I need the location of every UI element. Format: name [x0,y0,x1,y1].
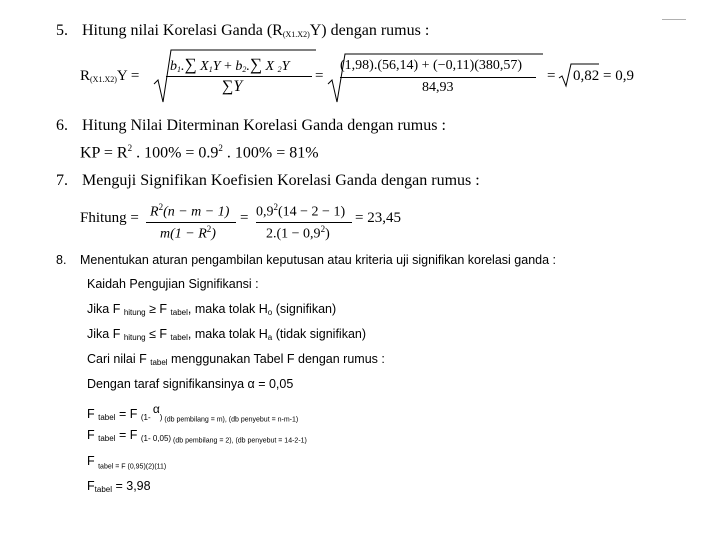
page-corner-mark [662,19,686,20]
formula-7-numerator-2: $0,9^2(14 - 2 - 1)$ [256,202,346,220]
formula-5-fraction-bar-2 [340,77,536,78]
formula-5-lhs: $R_{(X1.X2)}Y$ = [80,68,140,84]
formula-7-label: Fhitung = [80,210,139,226]
rule-ftabel-substituted: F $_{tabel}$ = F $_{(1- 0,05)}$ $_{(db pembilang = 2), (db penyebut = 14-2-1)}$ [87,428,307,445]
rule-jika-hitung-le: Jika F $_{hitung}$ ≤ F $_{tabel}$, maka tolak $H_a$ (tidak signifikan) [87,327,367,342]
item-5-heading: 5. Hitung nilai Korelasi Ganda $(R_{(X1.X2)}Y)$ dengan rumus : [56,22,430,39]
item-7-heading: 7. Menguji Signifikan Koefisien Korelasi Ganda dengan rumus : [56,172,480,189]
formula-7-denominator-1: $m(1 - R^2)$ [160,224,216,242]
formula-7-fraction-bar-1 [146,222,236,223]
formula-5-numerator: $b_1.\sum$ $X_1Y + b_2.\sum$ X $_2$Y [170,55,290,74]
formula-5-numeric-numerator: (1,98).(56,14) + (−0,11)(380,57) [340,58,523,73]
formula-6: KP = $R^2$ . $100\% = 0.9^2$ . 100% = 81% [80,143,319,162]
rule-ftabel-formula: F $_{tabel}$ = F $_{(1-}$ $^\alpha_)$ $_{(db pembilang = m), (db penyebut = n-m-1)}$ [87,402,299,424]
formula-7-denominator-2: $2.(1 - 0,9^2)$ [266,224,330,242]
rule-cari-nilai: Cari nilai F $_{tabel}$ menggunakan Tabel F dengan rumus : [87,352,385,367]
formula-5-denominator: ∑Y [222,78,243,95]
formula-5-result: = 0,9 [603,68,634,84]
formula-7-equals: = [240,210,249,226]
formula-5-equals-1: = [315,68,324,84]
rule-taraf-signifikansi: Dengan taraf signifikansinya α = 0,05 [87,377,294,391]
formula-5-equals-2: = [547,68,556,84]
formula-5-fraction-bar-1 [166,76,312,77]
rule-ftabel-result: $F_{tabel} = 3,98$ [87,479,151,494]
rule-ftabel-value-expr: F $_{tabel = F (0,95)(2)(11)}$ [87,454,167,471]
formula-7-numerator-1: $R^2(n - m - 1)$ [150,202,230,220]
formula-7-result: = 23,45 [355,210,401,226]
formula-5-numeric-denominator: 84,93 [422,80,454,95]
formula-5-root-value: 0,82 [573,68,600,84]
item-8-heading: 8. Menentukan aturan pengambilan keputusan atau kriteria uji signifikan korelasi ganda : [56,253,556,267]
item-6-heading: 6. Hitung Nilai Diterminan Korelasi Ganda dengan rumus : [56,117,446,134]
rule-jika-hitung-ge: Jika F $_{hitung}$ ≥ F $_{tabel}$, maka tolak $H_o$ (signifikan) [87,302,337,317]
formula-7-fraction-bar-2 [256,222,352,223]
rule-kaidah: Kaidah Pengujian Signifikansi : [87,277,259,291]
